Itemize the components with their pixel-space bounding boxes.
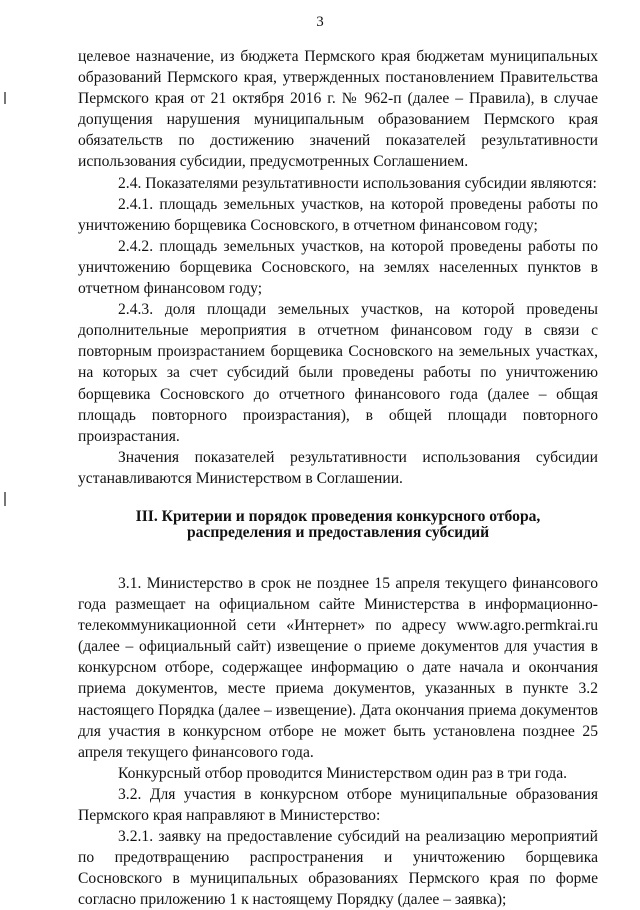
document-body bbox=[78, 46, 598, 910]
scan-margin-mark bbox=[4, 92, 6, 104]
paragraph: Значения показателей результативности использования субсидии устанавливаются Министерством в Соглашении. bbox=[78, 448, 598, 487]
paragraph: 3.2.1. заявку на предоставление субсидий на реализацию мероприятий по предотвращению распространения и уничтожению борщевика Сосновского в муниципальных образованиях Пермского края по форме согласно приложению 1 к настоящему Порядку (далее – заявка); bbox=[78, 828, 598, 909]
paragraph: 2.4.1. площадь земельных участков, на которой проведены работы по уничтожению борщевика Сосновского, в отчетном финансовом году; bbox=[78, 195, 598, 234]
paragraph: целевое назначение, из бюджета Пермского края бюджетам муниципальных образований Пермского края, утвержденных постановлением Правительства Пермского края от 21 октября 2016 г. № 962-п (далее – Правила), в случае допущения нарушения муниципальным образованием Пермского края обязательств по достижению значений показателей результативности использования субсидии, предусмотренных Соглашением. bbox=[78, 48, 598, 171]
paragraph: 2.4.3. доля площади земельных участков, на которой проведены дополнительные мероприятия в отчетном финансовом году в связи с повторным произрастанием борщевика Сосновского на земельных участках, на которых за счет субсидий были проведены работы по уничтожению борщевика Сосновского до отчетного финансового года (далее – общая площадь повторного произрастания), в общей площади повторного произрастания. bbox=[78, 301, 598, 445]
paragraph: Конкурсный отбор проводится Министерством один раз в три года. bbox=[118, 764, 568, 782]
paragraph: 2.4.2. площадь земельных участков, на которой проведены работы по уничтожению борщевика Сосновского, на землях населенных пунктов в отчетном финансовом году; bbox=[78, 237, 598, 298]
paragraph: 2.4. Показателями результативности использования субсидии являются: bbox=[118, 174, 597, 192]
section-heading-line: распределения и предоставления субсидий bbox=[186, 523, 490, 541]
paragraph: 3.1. Министерство в срок не позднее 15 апреля текущего финансового года размещает на официальном сайте Министерства в информационно-телекоммуникационной сети «Интернет» по адресу www.agro.permkrai.ru (далее – официальный сайт) извещение о приеме документов для участия в конкурсном отборе, содержащее информацию о дате начала и окончания приема документов, месте приема документов, указанных в пункте 3.2 настоящего Порядка (далее – извещение). Дата окончания приема документов для участия в конкурсном отборе не может быть установлена позднее 25 апреля текущего финансового года. bbox=[78, 574, 598, 761]
section-heading bbox=[78, 509, 598, 541]
paragraph: 3.2. Для участия в конкурсном отборе муниципальные образования Пермского края направляют в Министерство: bbox=[78, 785, 598, 824]
section-heading-line: III. Критерии и порядок проведения конкурсного отбора, bbox=[135, 507, 541, 525]
page-number: 3 bbox=[316, 14, 324, 30]
scan-margin-mark bbox=[4, 492, 6, 506]
